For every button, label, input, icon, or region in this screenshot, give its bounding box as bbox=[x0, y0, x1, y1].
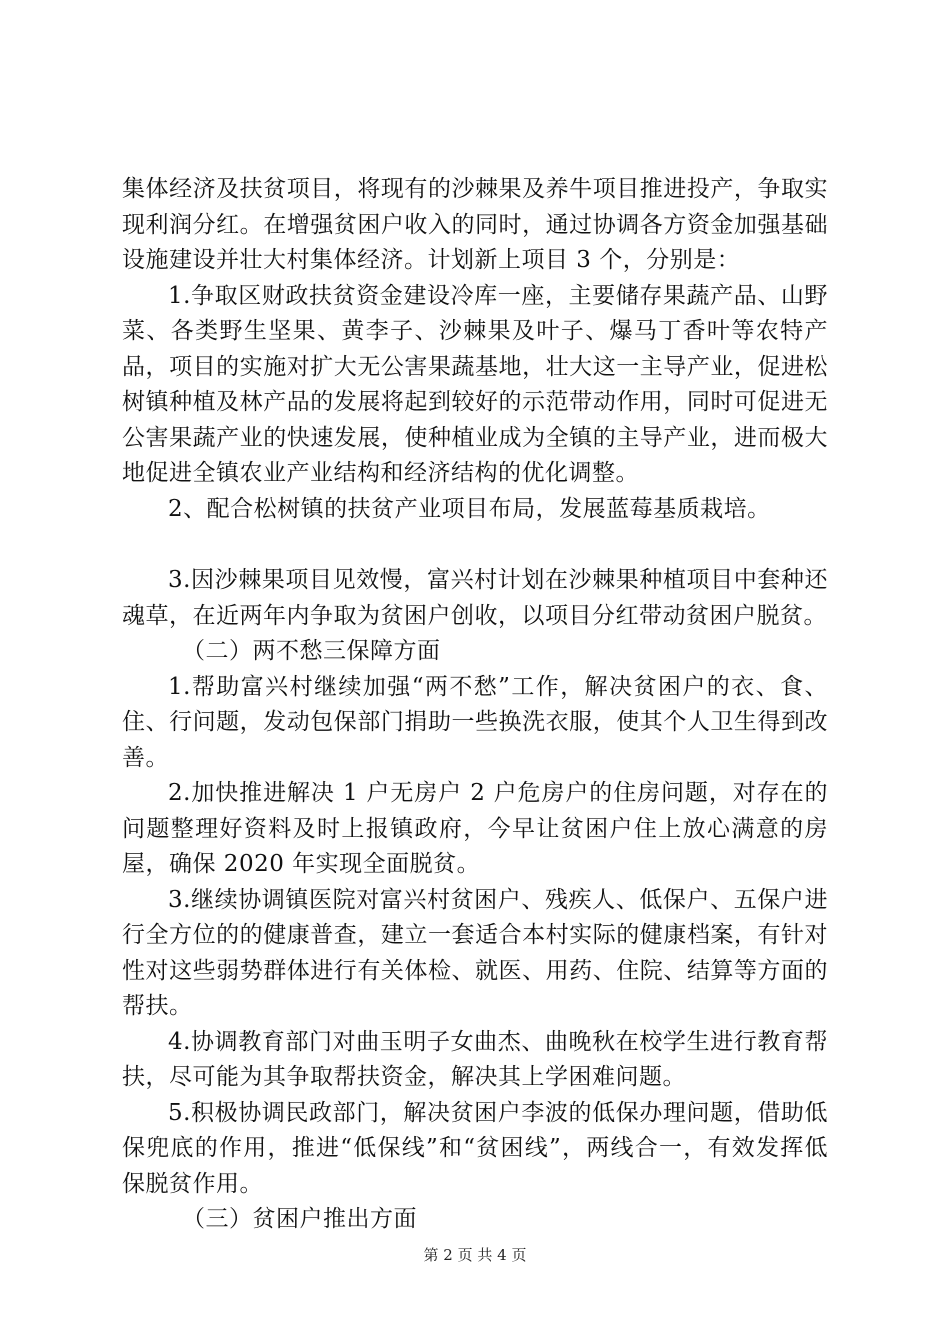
paragraph-sec2-item-2: 2.加快推进解决 1 户无房户 2 户危房户的住房问题，对存在的问题整理好资料及时上报镇政府，今早让贫困户住上放心满意的房屋，确保 2020 年实现全面脱贫。 bbox=[122, 780, 828, 877]
section-heading-3: （三）贫困户推出方面 bbox=[182, 1206, 417, 1232]
paragraph-intro: 集体经济及扶贫项目，将现有的沙棘果及养牛项目推进投产，争取实现利润分红。在增强贫困户收入的同时，通过协调各方资金加强基础设施建设并壮大村集体经济。计划新上项目 3 个，分别是： bbox=[122, 176, 828, 273]
paragraph-item-2: 2、配合松树镇的扶贫产业项目布局，发展蓝莓基质栽培。 bbox=[168, 495, 771, 522]
paragraph-sec2-item-1: 1.帮助富兴村继续加强“两不愁”工作，解决贫困户的衣、食、住、行问题，发动包保部门捐助一些换洗衣服，使其个人卫生得到改善。 bbox=[122, 673, 828, 771]
paragraph-sec2-item-4: 4.协调教育部门对曲玉明子女曲杰、曲晚秋在校学生进行教育帮扶，尽可能为其争取帮扶资金，解决其上学困难问题。 bbox=[122, 1028, 828, 1090]
paragraph-sec2-item-5: 5.积极协调民政部门，解决贫困户李波的低保办理问题，借助低保兜底的作用，推进“低保线”和“贫困线”，两线合一，有效发挥低保脱贫作用。 bbox=[122, 1099, 828, 1197]
page-footer: 第 2 页 共 4 页 bbox=[423, 1246, 527, 1264]
section-heading-2: （二）两不愁三保障方面 bbox=[182, 638, 441, 664]
paragraph-item-1: 1.争取区财政扶贫资金建设冷库一座，主要储存果蔬产品、山野菜、各类野生坚果、黄李子、沙棘果及叶子、爆马丁香叶等农特产品，项目的实施对扩大无公害果蔬基地，壮大这一主导产业，促进松树镇种植及林产品的发展将起到较好的示范带动作用，同时可促进无公害果蔬产业的快速发展，使种植业成为全镇的主导产业，进而极大地促进全镇农业产业结构和经济结构的优化调整。 bbox=[122, 282, 828, 486]
blank-gap bbox=[122, 527, 828, 563]
paragraph-item-3: 3.因沙棘果项目见效慢，富兴村计划在沙棘果种植项目中套种还魂草，在近两年内争取为贫困户创收，以项目分红带动贫困户脱贫。 bbox=[122, 567, 828, 629]
document-body bbox=[122, 172, 828, 1238]
paragraph-sec2-item-3: 3.继续协调镇医院对富兴村贫困户、残疾人、低保户、五保户进行全方位的的健康普查，建立一套适合本村实际的健康档案，有针对性对这些弱势群体进行有关体检、就医、用药、住院、结算等方面的帮扶。 bbox=[122, 886, 828, 1019]
